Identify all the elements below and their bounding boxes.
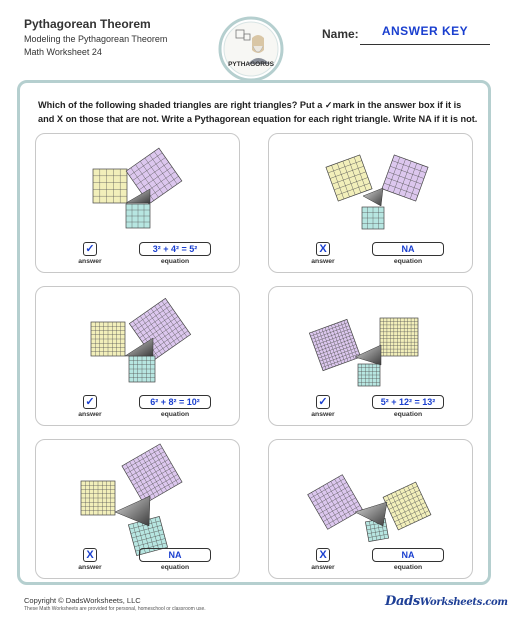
brand-rest: Worksheets.com bbox=[419, 597, 508, 608]
grid-square-a bbox=[81, 481, 115, 515]
worksheet-title: Pythagorean Theorem bbox=[24, 17, 151, 31]
shaded-triangle bbox=[115, 496, 150, 526]
grid-square-a bbox=[91, 322, 125, 356]
problem-panel-2 bbox=[268, 133, 473, 273]
equation-label: equation bbox=[393, 258, 423, 265]
equation-box[interactable]: NA bbox=[372, 548, 444, 562]
problem-panel-6 bbox=[268, 439, 473, 579]
grid-square-a bbox=[309, 319, 360, 370]
usage-note: These Math Worksheets are provided for personal, homeschool or classroom use. bbox=[24, 606, 206, 612]
grid-square-b bbox=[126, 148, 182, 204]
equation-label: equation bbox=[393, 411, 423, 418]
equation-box[interactable]: 3² + 4² = 5² bbox=[139, 242, 211, 256]
name-underline bbox=[360, 44, 490, 45]
problem-panel-4 bbox=[268, 286, 473, 426]
grid-square-b bbox=[383, 482, 431, 530]
grid-square-a bbox=[93, 169, 127, 203]
dadsworksheets-logo bbox=[385, 594, 508, 609]
answer-key-value: ANSWER KEY bbox=[381, 24, 469, 38]
shaded-triangle bbox=[125, 338, 153, 356]
grid-square-a bbox=[308, 475, 363, 530]
answer-box[interactable]: X bbox=[316, 242, 330, 256]
answer-box[interactable]: X bbox=[316, 548, 330, 562]
answer-box[interactable]: ✓ bbox=[83, 395, 97, 409]
answer-box[interactable]: ✓ bbox=[83, 242, 97, 256]
name-label: Name: bbox=[322, 27, 359, 41]
worksheet-header bbox=[24, 16, 167, 58]
answer-label: answer bbox=[311, 564, 335, 571]
pythagorus-logo bbox=[218, 16, 284, 82]
shaded-triangle bbox=[355, 345, 381, 365]
grid-square-c bbox=[358, 364, 380, 386]
equation-label: equation bbox=[160, 411, 190, 418]
answer-box[interactable]: ✓ bbox=[316, 395, 330, 409]
equation-label: equation bbox=[393, 564, 423, 571]
answer-label: answer bbox=[78, 411, 102, 418]
equation-box[interactable]: 5² + 12² = 13² bbox=[372, 395, 444, 409]
grid-square-c bbox=[126, 204, 150, 228]
problem-panel-1 bbox=[35, 133, 240, 273]
logo-text: PYTHAGORUS bbox=[228, 61, 274, 68]
answer-label: answer bbox=[78, 564, 102, 571]
equation-box[interactable]: NA bbox=[372, 242, 444, 256]
problem-panel-5 bbox=[35, 439, 240, 579]
grid-square-b bbox=[380, 318, 418, 356]
shaded-triangle bbox=[126, 189, 150, 203]
grid-square-c bbox=[129, 356, 155, 382]
instructions: Which of the following shaded triangles are right triangles? Put a ✓mark in the answer box if it is and X on those that are not. Write a Pythagorean equation for each right triangle. Write NA if it is not. bbox=[38, 100, 478, 124]
equation-label: equation bbox=[160, 258, 190, 265]
grid-square-a bbox=[326, 155, 372, 201]
answer-label: answer bbox=[311, 411, 335, 418]
grid-square-b bbox=[122, 444, 182, 504]
problem-panel-3 bbox=[35, 286, 240, 426]
answer-label: answer bbox=[78, 258, 102, 265]
equation-box[interactable]: NA bbox=[139, 548, 211, 562]
equation-box[interactable]: 6² + 8² = 10² bbox=[139, 395, 211, 409]
equation-label: equation bbox=[160, 564, 190, 571]
grid-square-c bbox=[362, 207, 384, 229]
name-field bbox=[322, 26, 492, 46]
copyright-text: Copyright © DadsWorksheets, LLC bbox=[24, 596, 141, 605]
grid-square-b bbox=[382, 155, 428, 201]
answer-box[interactable]: X bbox=[83, 548, 97, 562]
worksheet-subtitle: Modeling the Pythagorean Theorem bbox=[24, 34, 168, 44]
brand-main: Dads bbox=[385, 594, 420, 609]
worksheet-number: Math Worksheet 24 bbox=[24, 47, 102, 57]
answer-label: answer bbox=[311, 258, 335, 265]
